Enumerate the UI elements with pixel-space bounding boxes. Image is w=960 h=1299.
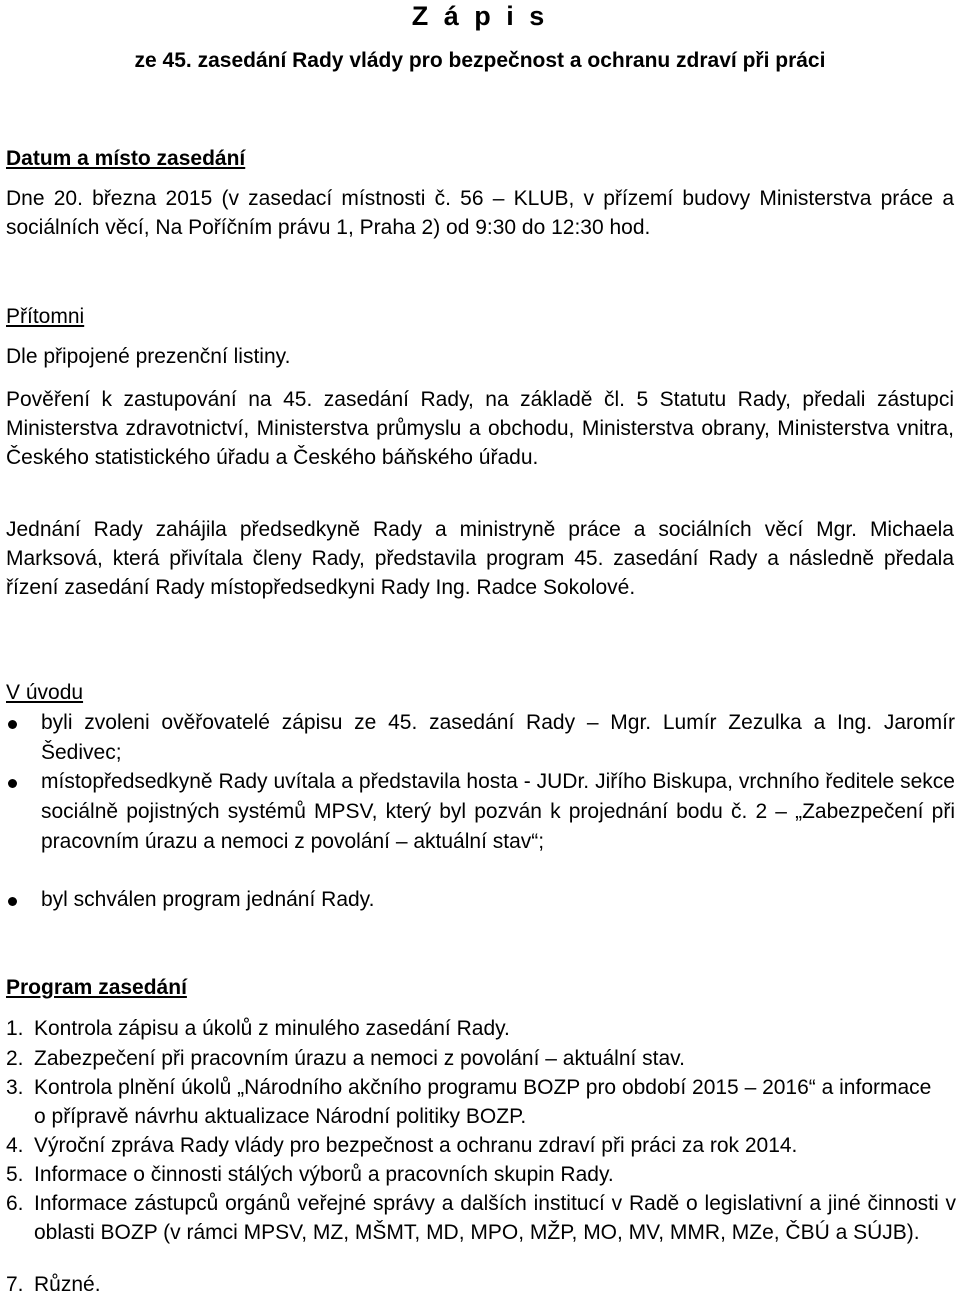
meeting-info-heading: Datum a místo zasedání [6,147,246,170]
program-item-number: 3. [6,1076,24,1099]
intro-bullet-2: místopředsedkyně Rady uvítala a představila hosta - JUDr. Jiřího Biskupa, vrchního ředitele sekce sociálně pojistných systémů MPSV, který byl pozván k projednání bodu č. 2 – „Zabezpečení při pracovním úrazu a nemoci z povolání – aktuální stav“; [41,770,955,853]
program-item-1: Kontrola zápisu a úkolů z minulého zasedání Rady. [34,1017,510,1040]
program-item-6: Informace zástupců orgánů veřejné správy a dalších institucí v Radě o legislativní a jiné činnosti v oblasti BOZP (v rámci MPSV, MZ, MŠMT, MD, MPO, MŽP, MO, MV, MMR, MZe, ČBÚ a SÚJB). [34,1192,956,1244]
delegation-paragraph: Pověření k zastupování na 45. zasedání Rady, na základě čl. 5 Statutu Rady, předali zástupci Ministerstva zdravotnictví, Ministerstva průmyslu a obchodu, Ministerstva obrany, Ministerstva vnitra, Českého statistického úřadu a Českého báňského úřadu. [6,388,954,469]
program-item-3: Kontrola plnění úkolů „Národního akčního programu BOZP pro období 2015 – 2016“ a informace o přípravě návrhu aktualizace Národní politiky BOZP. [34,1076,932,1128]
document-title: Z á p i s [411,1,549,31]
program-item-number: 5. [6,1163,24,1186]
intro-heading: V úvodu [6,681,84,704]
program-item-number: 6. [6,1192,24,1215]
meeting-info-text: Dne 20. března 2015 (v zasedací místnosti č. 56 – KLUB, v přízemí budovy Ministerstva práce a sociálních věcí, Na Poříčním právu 1, Praha 2) od 9:30 do 12:30 hod. [6,187,954,239]
intro-bullet-1: byli zvoleni ověřovatelé zápisu ze 45. zasedání Rady – Mgr. Lumír Zezulka a Ing. Jaromír Šedivec; [41,711,955,764]
opening-paragraph: Jednání Rady zahájila předsedkyně Rady a ministryně práce a sociálních věcí Mgr. Michaela Marksová, která přivítala členy Rady, představila program 45. zasedání Rady a následně předala řízení zasedání Rady místopředsedkyni Rady Ing. Radce Sokolové. [6,518,954,599]
program-item-number: 2. [6,1047,24,1070]
bullet-icon [8,779,17,788]
program-item-7: Různé. [34,1273,101,1296]
attendance-line: Dle připojené prezenční listiny. [6,345,291,368]
program-item-number: 4. [6,1134,24,1157]
program-item-5: Informace o činnosti stálých výborů a pracovních skupin Rady. [34,1163,614,1186]
program-item-number: 1. [6,1017,24,1040]
document-subtitle: ze 45. zasedání Rady vlády pro bezpečnost a ochranu zdraví při práci [134,49,826,72]
bullet-icon [8,897,17,906]
attendance-heading: Přítomni [6,305,85,328]
program-item-2: Zabezpečení při pracovním úrazu a nemoci z povolání – aktuální stav. [34,1047,685,1070]
intro-bullet-3: byl schválen program jednání Rady. [41,888,375,911]
program-item-4: Výroční zpráva Rady vlády pro bezpečnost a ochranu zdraví při práci za rok 2014. [34,1134,798,1157]
program-item-number: 7. [6,1273,24,1296]
program-heading: Program zasedání [6,976,187,999]
bullet-icon [8,720,17,729]
